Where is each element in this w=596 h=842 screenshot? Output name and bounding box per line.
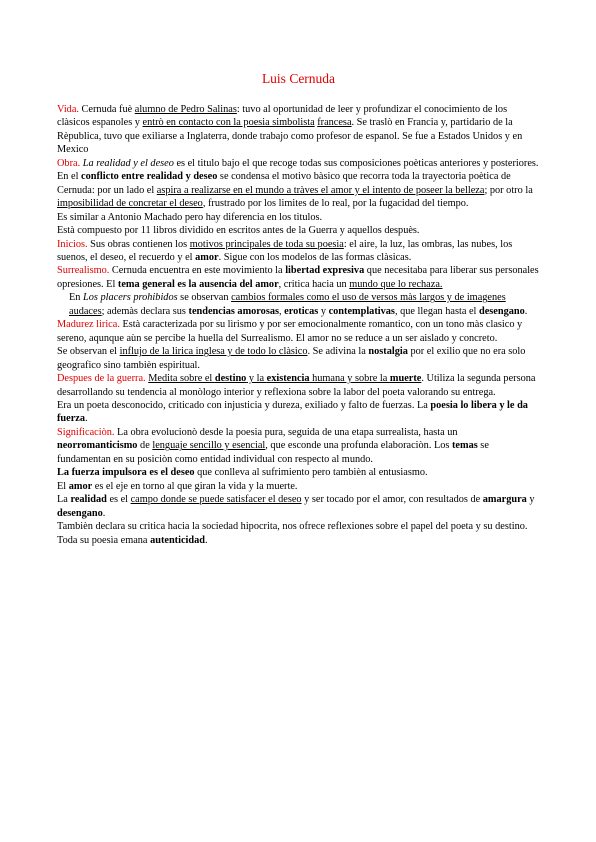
underlined-text: alumno de Pedro Salinas <box>134 104 237 115</box>
paragraph <box>57 264 540 291</box>
bold-text: eroticas <box>284 305 319 317</box>
text-run: Està caracterizada por su lìrismo y por ser emocionalmente romantico, con un tono màs clasico y sereno, aqunque aùn se percibe la huella del Surrealismo. El amor no se reduce a un ser aislado y concreto. <box>57 319 523 344</box>
text-run: ; por otro la <box>484 184 533 196</box>
section-heading: Madurez lirica. <box>57 319 120 331</box>
bold-text: amargura <box>482 494 527 506</box>
underlined-text: cambios formales como el uso de versos màs largos y de imagenes audaces <box>69 292 506 317</box>
underlined-text: lenguaje sencillo y esencial <box>152 440 266 452</box>
bold-underlined-text: existencia <box>266 373 310 385</box>
text-run: de <box>137 440 153 452</box>
paragraph <box>57 426 540 466</box>
bold-text: contemplativas <box>328 305 395 317</box>
section-heading: Significaciòn. <box>57 426 115 438</box>
section-heading: Obra. <box>57 157 81 169</box>
underlined-text: y la <box>246 373 267 385</box>
paragraph <box>57 318 540 345</box>
paragraph <box>57 103 540 157</box>
section-heading: Despues de la guerra. <box>57 373 146 385</box>
paragraph <box>57 372 540 399</box>
bold-underlined-text: destino <box>214 373 247 385</box>
bold-text: tendencias amorosas <box>188 305 279 317</box>
section-heading: Inicios. <box>57 238 88 250</box>
bold-text: nostalgia <box>368 346 408 358</box>
text-run: y <box>318 305 329 317</box>
underlined-text: motivos principales de toda su poesìa <box>189 238 344 250</box>
text-run: Cernuda fuè <box>78 104 135 115</box>
paragraph <box>57 157 540 211</box>
text-run: se fundamentan en su posiciòn como entidad individual con respecto al mundo. <box>57 440 489 465</box>
bold-text: libertad expresiva <box>285 265 365 277</box>
bold-text: La fuerza impulsora es el deseo <box>57 467 195 479</box>
text-run: es el titulo bajo el que recoge todas sus composiciones poèticas anteriores y posteriores. En el <box>57 157 539 183</box>
text-run: En <box>69 292 84 304</box>
text-run: Cernuda encuentra en este movimiento la <box>109 265 286 277</box>
underlined-text: campo donde se puede satisfacer el deseo <box>130 494 302 506</box>
bold-text: conflicto entre realidad y deseo <box>81 171 218 183</box>
text-run: es el eje en torno al que giran la vida y la muerte. <box>92 480 298 492</box>
text-run: . Se traslò en Francia y, partidario de la Rèpublica, tuvo que exiliarse a Inglaterra, donde trabajo como profesor de espanol. Se fue a Estados Unidos y en Mexico <box>57 117 523 156</box>
text-run: , que llegan hasta el <box>394 305 479 317</box>
text-run: Era un poeta desconocido, criticado con injusticia y dureza, exiliado y falto de fuerzas. La <box>57 399 431 411</box>
text-run: El <box>57 480 69 492</box>
text-run: se observan <box>177 292 232 304</box>
text-run: y <box>526 494 535 506</box>
text-run: : el aire, la luz, las ombras, las nubes, los suenos, el deseo, el recuerdo y el <box>57 238 513 263</box>
bold-text: poesia lo libera y le da fuerza <box>57 399 528 425</box>
underlined-text: Medita sobre el <box>148 373 215 385</box>
paragraph <box>57 211 540 224</box>
bold-text: autenticidad <box>150 534 206 546</box>
text-run: , frustrado por los limites de lo real, por la fugacidad del tiempo. <box>202 198 469 210</box>
text-run: , <box>279 305 285 317</box>
text-run: La <box>57 494 71 506</box>
bold-text: desengano <box>57 507 103 519</box>
text-run: . Utiliza la segunda persona desarrollando su tendencia al monòlogo interior y reflexiona sobre la labor del poeta valorando su entrega. <box>57 373 536 398</box>
paragraph <box>57 224 540 237</box>
paragraph <box>57 291 540 318</box>
paragraph <box>57 345 540 372</box>
paragraph <box>57 520 540 547</box>
underlined-text: influjo de la lirica inglesa y de todo lo clàsico <box>119 346 308 358</box>
text-run: Està compuesto por 11 libros dividido en escritos antes de la Guerra y aquellos despuès. <box>57 225 420 237</box>
bold-text: amor <box>195 251 219 263</box>
text-run: . <box>205 534 208 546</box>
document-title: Luis Cernuda <box>261 71 336 86</box>
text-run: . <box>85 413 88 425</box>
text-run: que necesitaba para liberar sus personales opresiones. El <box>57 265 539 290</box>
text-run: Tambièn declara su critica hacia la sociedad hipocrita, nos ofrece reflexiones sobre el papel del poeta y su destino. Toda su poesìa emana <box>57 521 528 546</box>
document-body <box>57 103 540 547</box>
text-run: : tuvo al oportunidad de leer y profundizar el conocimiento de los clàsicos espanoles y <box>57 104 508 129</box>
underlined-text: entrò en contacto con la poesia simbolista <box>142 117 315 129</box>
text-run: por el exilio que no era solo geografico sino tambièn espiritual. <box>57 346 526 371</box>
text-run: , critica hacia un <box>278 278 350 290</box>
bold-text: temas <box>452 440 478 452</box>
paragraph <box>57 493 540 520</box>
text-run: Se observan el <box>57 346 120 358</box>
paragraph <box>57 480 540 493</box>
section-heading: Surrealismo. <box>57 265 110 277</box>
text-run: La obra evolucionò desde la poesia pura, seguida de una etapa surrealista, hasta un <box>114 426 458 438</box>
text-run: es el <box>106 494 131 506</box>
bold-text: amor <box>68 480 93 492</box>
bold-text: neorromanticismo <box>57 440 138 452</box>
underlined-text: francesa <box>317 117 352 129</box>
bold-underlined-text: muerte <box>389 373 422 385</box>
underlined-text: imposibilidad de concretar el deseo <box>57 198 203 210</box>
underlined-text: aspira a realizarse en el mundo a tràves el amor y el intento de poseer la belleza <box>156 184 485 196</box>
text-run: se condensa el motivo bàsico que recorra toda la trayectoria poètica de Cernuda: por un lado el <box>57 171 511 196</box>
text-run: , que esconde una profunda elaboraciòn. Los <box>265 440 452 452</box>
text-run: Es similar a Antonio Machado pero hay diferencia en los titulos. <box>57 211 323 223</box>
italic-text: Los placers prohibidos <box>83 292 178 304</box>
text-run: que conlleva al sufrimiento pero tambièn al entusiasmo. <box>194 467 428 479</box>
text-run: . <box>524 305 528 317</box>
text-run: . Se adivina la <box>307 346 369 358</box>
bold-text: desengano <box>479 305 525 317</box>
italic-text: La realidad y el deseo <box>82 157 174 169</box>
bold-text: tema general es la ausencia del amor <box>117 278 279 290</box>
text-run: . Sigue con los modelos de las formas clàsicas. <box>218 251 412 263</box>
paragraph <box>57 466 540 479</box>
underlined-text: humana y sobre la <box>309 373 390 385</box>
bold-text: realidad <box>70 494 107 506</box>
text-run: . <box>102 507 106 519</box>
paragraph <box>57 238 540 265</box>
underlined-text: mundo que lo rechaza. <box>349 278 443 290</box>
text-run: Sus obras contienen los <box>87 238 190 250</box>
text-run: ; ademàs declara sus <box>101 305 189 317</box>
paragraph <box>57 399 540 426</box>
section-heading: Vida. <box>57 104 79 115</box>
text-run: y ser tocado por el amor, con resultados de <box>301 494 483 506</box>
